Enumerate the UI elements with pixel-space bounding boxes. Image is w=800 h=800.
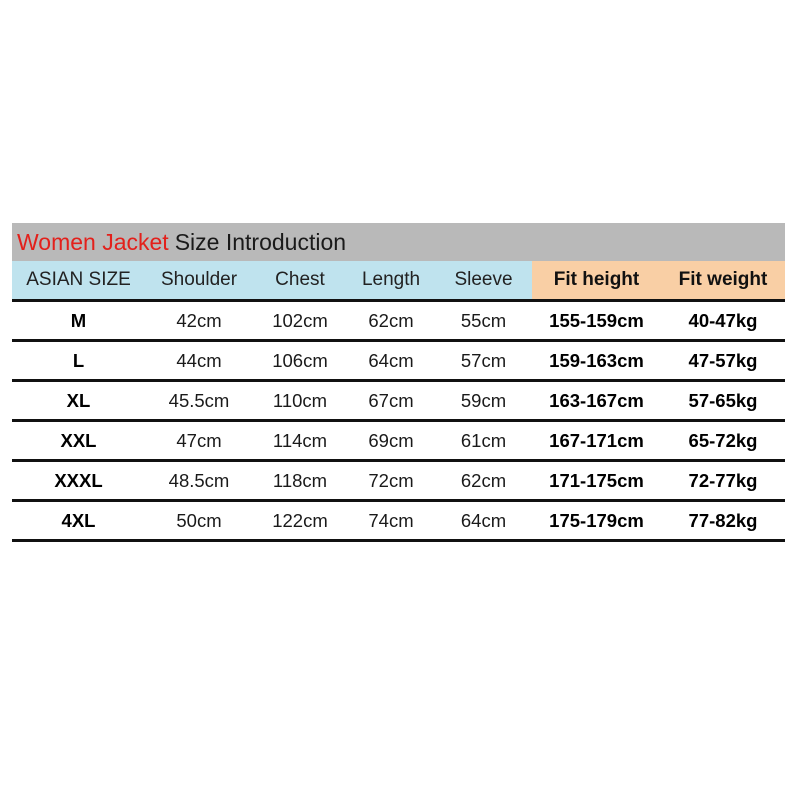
table-row: [12, 462, 785, 502]
cell-sleeve: 59cm: [460, 389, 507, 411]
cell-fit-weight: 65-72kg: [688, 429, 758, 451]
cell-sleeve: 57cm: [460, 349, 507, 371]
cell-size: XL: [66, 389, 91, 411]
cell-fit-height: 155-159cm: [549, 309, 644, 331]
table-row: [12, 382, 785, 422]
header-asian-size: ASIAN SIZE: [12, 261, 145, 299]
cell-shoulder: 47cm: [176, 429, 222, 451]
table-row: [12, 342, 785, 382]
cell-size: XXXL: [54, 469, 103, 491]
cell-chest: 106cm: [272, 349, 328, 371]
cell-size: 4XL: [61, 509, 96, 531]
cell-length: 72cm: [368, 469, 414, 491]
header-length: Length: [347, 261, 435, 299]
cell-length: 64cm: [368, 349, 414, 371]
cell-shoulder: 45.5cm: [168, 389, 230, 411]
cell-chest: 110cm: [272, 389, 328, 411]
cell-shoulder: 50cm: [176, 509, 222, 531]
cell-sleeve: 64cm: [460, 509, 507, 531]
cell-shoulder: 44cm: [176, 349, 222, 371]
cell-fit-weight: 72-77kg: [688, 469, 758, 491]
cell-length: 74cm: [368, 509, 414, 531]
cell-size: L: [72, 349, 85, 371]
cell-fit-height: 163-167cm: [549, 389, 644, 411]
cell-fit-weight: 47-57kg: [688, 349, 758, 371]
header-shoulder: Shoulder: [145, 261, 253, 299]
cell-fit-weight: 77-82kg: [688, 509, 758, 531]
cell-fit-weight: 57-65kg: [688, 389, 758, 411]
chart-title-highlight: Women Jacket: [17, 228, 169, 255]
chart-title: [12, 223, 785, 261]
cell-size: M: [70, 309, 87, 331]
cell-chest: 114cm: [272, 429, 328, 451]
table-row: [12, 302, 785, 342]
table-row: [12, 422, 785, 462]
table-header: [12, 261, 785, 299]
cell-sleeve: 55cm: [460, 309, 507, 331]
cell-length: 67cm: [368, 389, 414, 411]
cell-fit-height: 171-175cm: [549, 469, 644, 491]
header-chest: Chest: [253, 261, 347, 299]
cell-fit-height: 167-171cm: [549, 429, 644, 451]
cell-fit-weight: 40-47kg: [688, 309, 758, 331]
cell-fit-height: 159-163cm: [549, 349, 644, 371]
header-sleeve: Sleeve: [435, 261, 532, 299]
cell-shoulder: 48.5cm: [168, 469, 230, 491]
cell-chest: 118cm: [272, 469, 328, 491]
header-fit-weight: Fit weight: [661, 261, 785, 299]
cell-size: XXL: [60, 429, 97, 451]
cell-shoulder: 42cm: [176, 309, 222, 331]
chart-title-rest: Size Introduction: [174, 228, 347, 255]
cell-chest: 122cm: [272, 509, 328, 531]
cell-length: 62cm: [368, 309, 414, 331]
cell-chest: 102cm: [272, 309, 328, 331]
cell-sleeve: 61cm: [460, 429, 507, 451]
table-row: [12, 502, 785, 542]
size-chart: [12, 223, 785, 542]
cell-fit-height: 175-179cm: [549, 509, 644, 531]
cell-length: 69cm: [368, 429, 414, 451]
header-fit-height: Fit height: [532, 261, 661, 299]
table-body: [12, 302, 785, 542]
cell-sleeve: 62cm: [460, 469, 507, 491]
